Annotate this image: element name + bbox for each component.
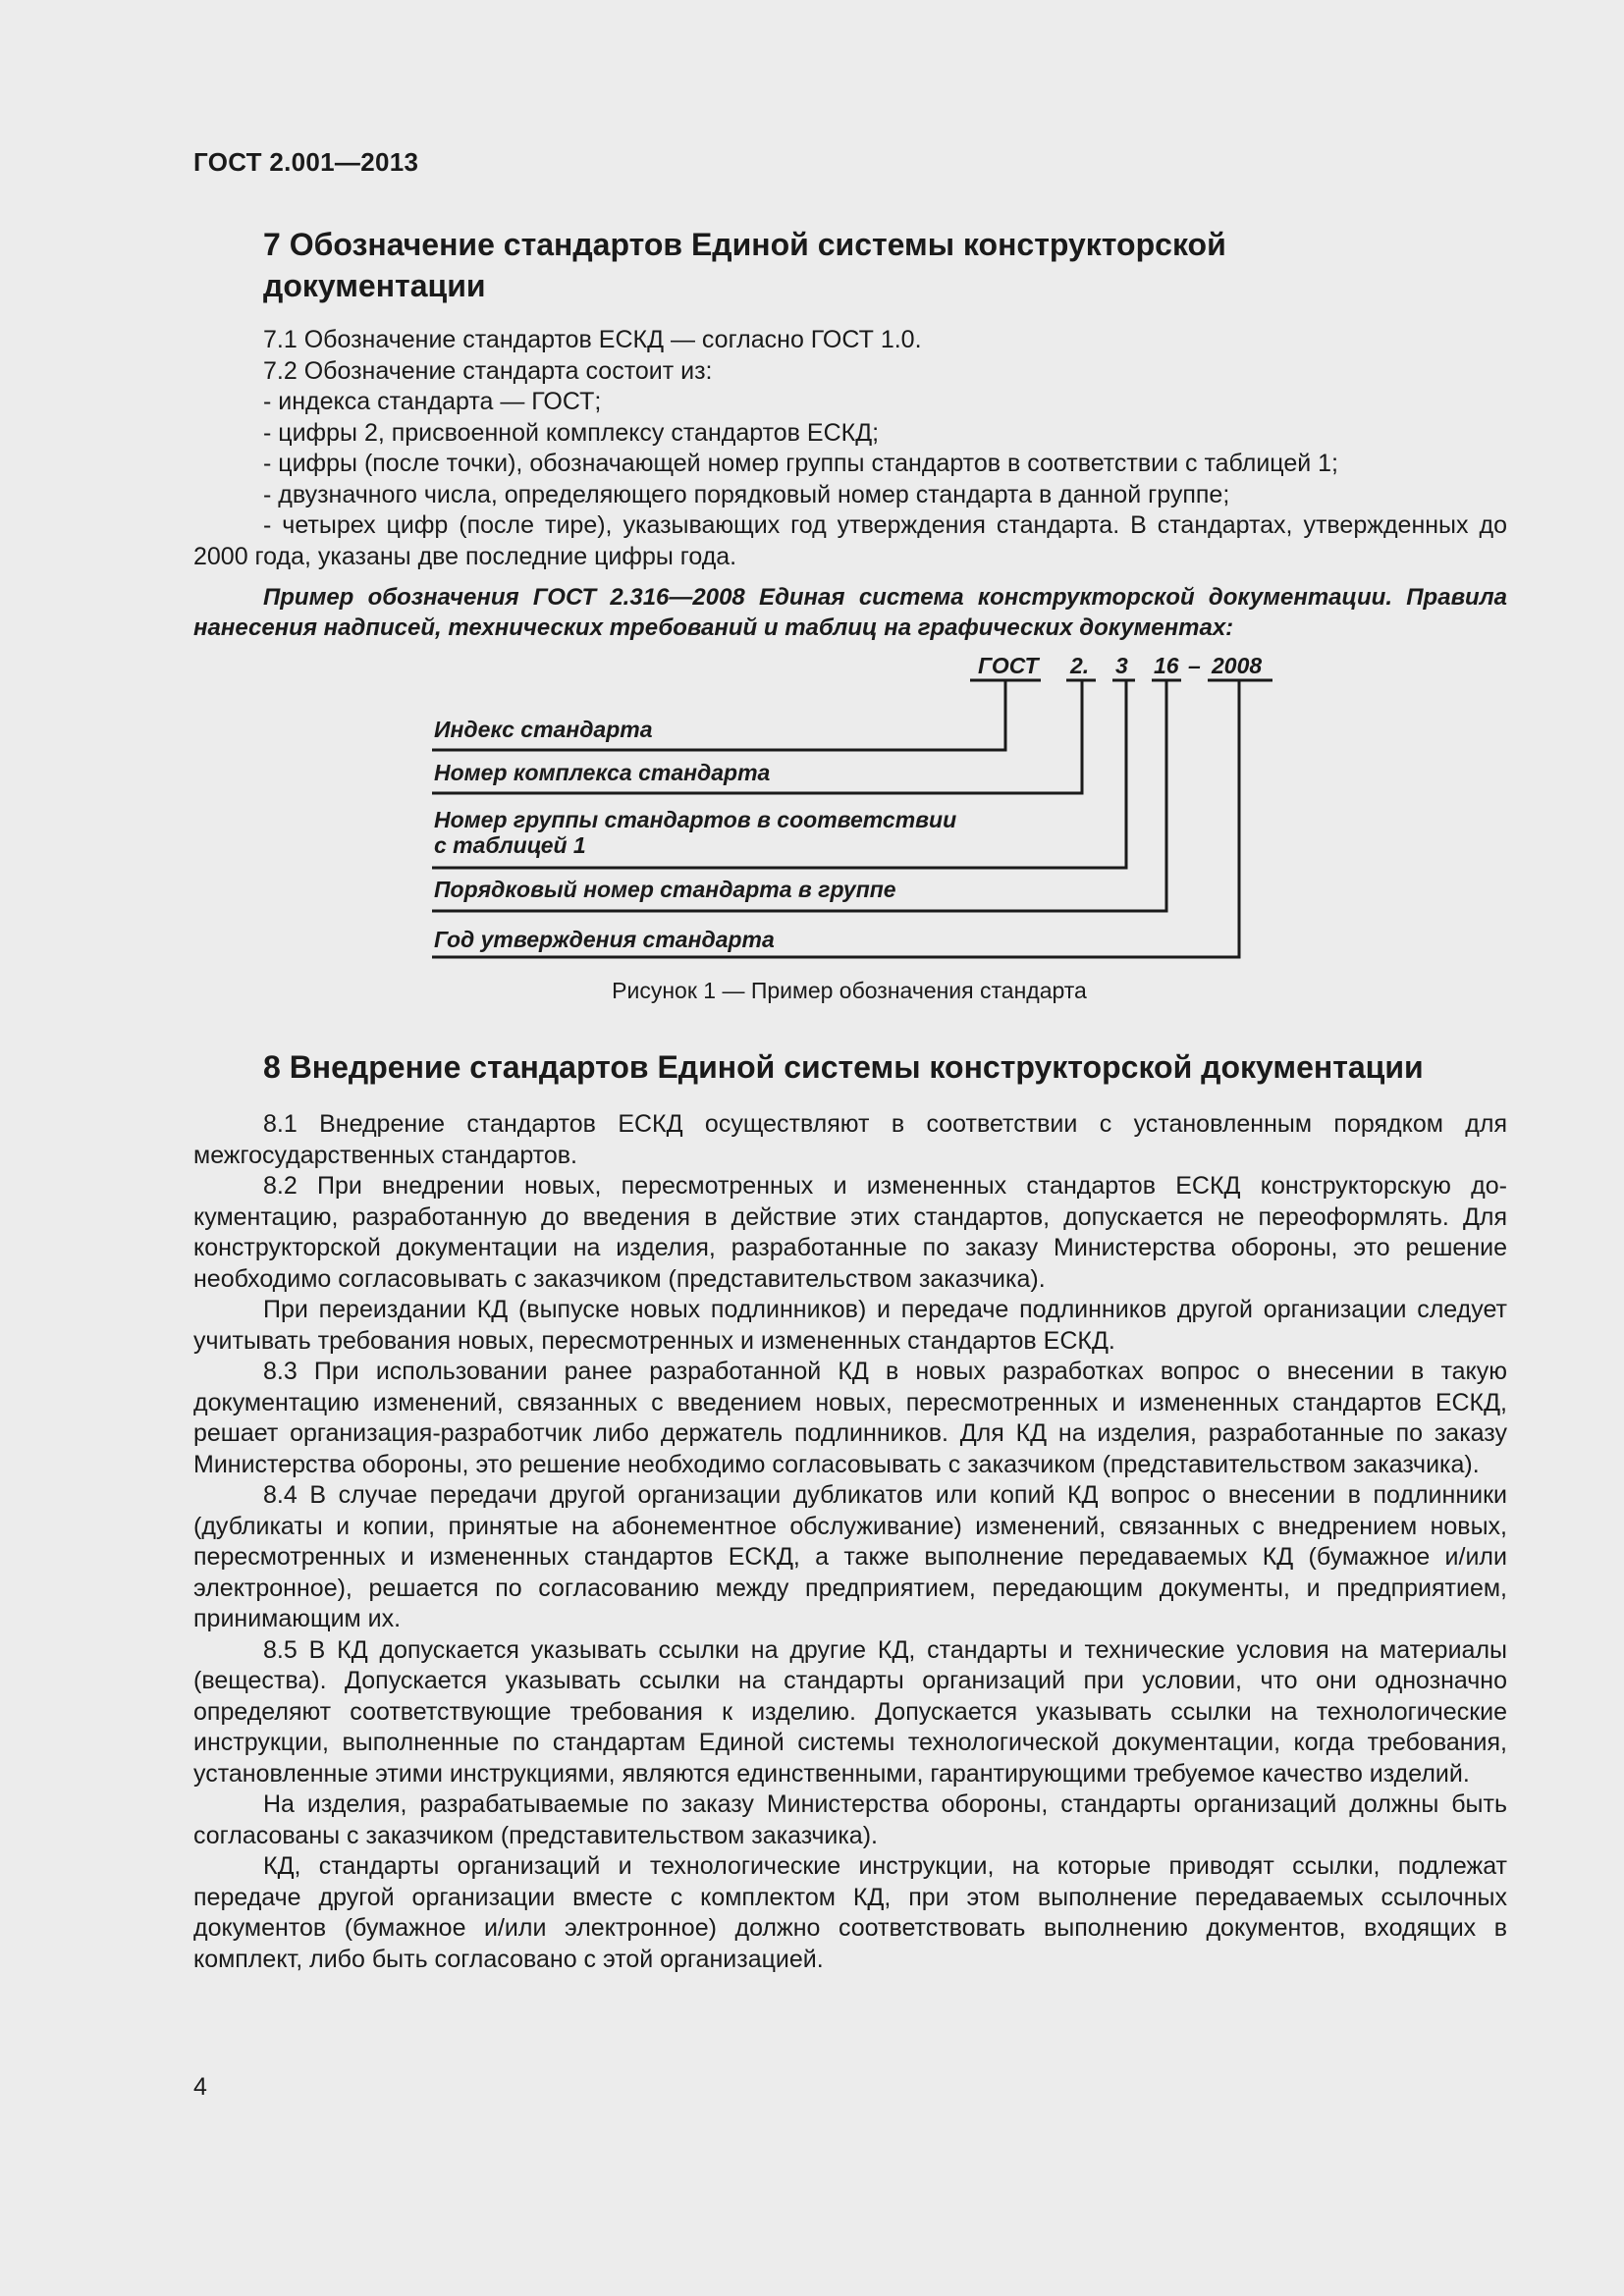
paragraph-8-1: 8.1 Внедрение стандартов ЕСКД осуществляют в соответствии с установленным порядком для межгосударственных стандартов.: [193, 1110, 1507, 1169]
label-group-number-line2: с таблицей 1: [434, 832, 586, 858]
document-header: ГОСТ 2.001—2013: [193, 147, 419, 177]
code-part-year: 2008: [1212, 653, 1263, 678]
section-8-title: 8 Внедрение стандартов Единой системы конструкторской документации: [263, 1049, 1424, 1085]
paragraph-7-2: 7.2 Обозначение стандарта состоит из:: [263, 356, 713, 385]
code-part-group: 3: [1115, 653, 1128, 678]
example-paragraph: Пример обозначения ГОСТ 2.316—2008 Единая система конструкторской документации. Правила нанесения надписей, технических требований и таблиц на графических документах:: [193, 584, 1507, 641]
paragraph-8-4: 8.4 В случае передачи другой организации дубликатов или копий КД вопрос о внесении в подлинники (дубликаты и копии, принятые на абонементное обслуживание) изменений, связанных с внедрением новых, пересмотренных и измененных стандартов ЕСКД, а также выполнение передаваемых КД (бумажное и/или электронное), решается по согласованию между предприятием, передающим документы, и предприятием, принимающим их.: [193, 1481, 1507, 1632]
code-part-gost: ГОСТ: [978, 653, 1039, 678]
list-item: - индекса стандарта — ГОСТ;: [263, 388, 602, 415]
list-item: - двузначного числа, определяющего порядковый номер стандарта в данной группе;: [263, 480, 1230, 508]
paragraph-7-1: 7.1 Обозначение стандартов ЕСКД — согласно ГОСТ 1.0.: [263, 326, 922, 353]
code-part-complex: 2.: [1070, 653, 1090, 678]
paragraph-8-2-cont: При переиздании КД (выпуске новых подлинников) и передаче подлинников другой организации следует учитывать требования новых, пересмотренных и измененных стандартов ЕСКД.: [193, 1296, 1507, 1355]
paragraph-8-5-cont2: КД, стандарты организаций и технологические инструкции, на которые приводят ссылки, подлежат передаче другой организации вместе с комплектом КД, при этом выполнение передаваемых ссылочных документов (бумажное и/или электронное) должно соответствовать выполнению документов, входящих в комплект, либо быть согласовано с этой организацией.: [193, 1852, 1507, 1973]
designation-diagram: [0, 0, 1624, 982]
page-number: 4: [193, 2073, 207, 2101]
figure-caption: Рисунок 1 — Пример обозначения стандарта: [612, 978, 1087, 1003]
label-standard-index: Индекс стандарта: [434, 717, 653, 742]
paragraph-8-3: 8.3 При использовании ранее разработанной КД в новых разработках вопрос о внесении в такую документацию изменений, связанных с введением новых, пересмотренных и измененных стандартов ЕСКД, решает организация-разработчик либо держатель подлинников. Для КД на изделия, разработанные по заказу Министерства обороны, это решение необходимо согласовывать с заказчиком (представительством заказчика).: [193, 1358, 1507, 1478]
label-sequence-number: Порядковый номер стандарта в группе: [434, 877, 896, 902]
list-item: - четырех цифр (после тире), указывающих год утверждения стандарта. В стандартах, утвержденных до 2000 года, указаны две последние цифры года.: [193, 511, 1507, 570]
code-part-dash: –: [1188, 653, 1201, 678]
list-item: - цифры 2, присвоенной комплексу стандартов ЕСКД;: [263, 418, 880, 447]
list-item: - цифры (после точки), обозначающей номер группы стандартов в соответствии с таблицей 1;: [263, 450, 1339, 477]
paragraph-8-5-cont1: На изделия, разрабатываемые по заказу Министерства обороны, стандарты организаций должны быть согласованы с заказчиком (представительством заказчика).: [193, 1790, 1507, 1849]
label-approval-year: Год утверждения стандарта: [434, 927, 775, 952]
paragraph-8-5: 8.5 В КД допускается указывать ссылки на другие КД, стандарты и технические условия на материалы (вещества). Допускается указывать ссылки на стандарты организаций при условии, что они однозначно определяют соответствующие требования к изделию. Допускается указывать ссылки на технологические инструкции, выполненные по стандартам Единой системы технологической документации, когда требования, установленные этими инструкциями, являются единственными, гарантирующими требуемое качество изделий.: [193, 1635, 1507, 1788]
code-part-number: 16: [1154, 653, 1179, 678]
label-complex-number: Номер комплекса стандарта: [434, 760, 771, 785]
section-8-body: [193, 1109, 1507, 1975]
paragraph-8-2: 8.2 При внедрении новых, пересмотренных и измененных стандартов ЕСКД конструкторскую документацию, разработанную до введения в действие этих стандартов, допускается не переоформлять. Для конструкторской документации на изделия, разработанные по заказу Министерства обороны, это решение необходимо согласовывать с заказчиком (представительством заказчика).: [193, 1172, 1507, 1293]
section-7-title: 7 Обозначение стандартов Единой системы конструкторской документации: [263, 227, 1226, 303]
label-group-number-line1: Номер группы стандартов в соответствии: [434, 807, 957, 832]
